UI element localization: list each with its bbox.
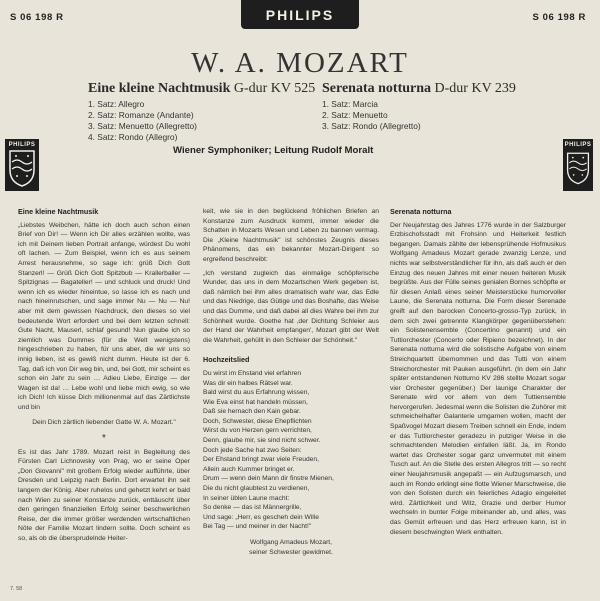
logo-text: PHILIPS <box>8 142 36 148</box>
paragraph: Es ist das Jahr 1789. Mozart reist in Begleitung des Fürsten Carl Lichnowsky von Prag, wo er seine Oper „Don Giovanni" mit großem Erfolg wieder aufführte, über Dresden und Leipzig nach Berlin. Dort erwartet ihn seit langem der König. Aber ruhelos und gehetzt kehrt er bald nach Wien zu seiner Konstanze zurück, enttäuscht über den geringen finanziellen Erfolg seiner beschwerlichen Reise, der die immer größer werdenden wirtschaftlichen Nöte der Familie Mozart lindern sollte. Doch scheint es so, als ob die übersprudelnde Heiter- <box>18 448 190 542</box>
letter-signature: Dein Dich zärtlich liebender Gatte W. A. Mozart." <box>32 419 176 427</box>
liner-notes-column-1 <box>18 207 190 548</box>
movement-item: 1. Satz: Marcia <box>322 99 378 109</box>
philips-shield-icon <box>565 148 591 188</box>
philips-shield-icon <box>7 148 37 188</box>
work-title: Eine kleine Nachtmusik <box>88 81 231 96</box>
movement-item: 2. Satz: Menuetto <box>322 110 388 120</box>
section-heading: Hochzeitslied <box>203 355 250 365</box>
print-stamp: 7. 58 <box>10 586 23 592</box>
section-heading: Serenata notturna <box>390 207 452 216</box>
catalog-number-left: S 06 198 R <box>10 12 64 23</box>
poem <box>203 369 379 532</box>
movement-item: 3. Satz: Menuetto (Allegretto) <box>88 121 197 131</box>
work-title: Serenata notturna <box>322 81 432 96</box>
work-eine-kleine-nachtmusik <box>88 81 315 143</box>
philips-shield-logo-left <box>5 139 39 191</box>
poem-line: Drum — wenn dein Mann dir finstre Mienen, <box>203 475 334 483</box>
section-divider: * <box>102 433 106 445</box>
section-heading: Eine kleine Nachtmusik <box>18 207 99 216</box>
work-key: G-dur KV 525 <box>233 81 316 96</box>
poem-line: Wie Eva einst hat handeln müssen, <box>203 398 308 406</box>
paragraph: keit, wie sie in den beglückend fröhlichen Briefen an Konstanze zum Ausdruck kommt, immer wieder die Schatten in Mozarts Wesen und Leben zu bannen vermag. Die „Kleine Nachtmusik" ist schönstes Zeugnis dieses Phänomens, das ein bekannter Mozart-Dirigent so ergreifend beschreibt: <box>203 208 379 263</box>
poem-line: Der Ehstand bringt zwar viele Freuden, <box>203 456 319 464</box>
work-serenata-notturna <box>322 81 516 132</box>
movement-item: 3. Satz: Rondo (Allegretto) <box>322 121 421 131</box>
poem-line: Doch jede Sache hat zwo Seiten: <box>203 446 302 454</box>
poem-line: Die du nicht glaubtest zu verdienen, <box>203 485 310 493</box>
movement-list <box>88 99 315 143</box>
quote-paragraph: „Ich verstand zugleich das einmalige schöpferische Wunder, das uns in dem Mozartschen Werk gegeben ist, daß nämlich bei ihm alles dramatisch wahr war, das Edle und das Niedrige, das Gütige und das Boshafte, das Weise und das Dumme, und daß dabei all dies Wahre bei ihm zur Schönheit wurde. Goethe hat ‚der Dichtung Schleier aus der Hand der Wahrheit empfangen', Mozart gibt der Welt die Wahrheit, gehüllt in den Schleier der Schönheit." <box>203 269 379 344</box>
paragraph: Der Neujahrstag des Jahres 1776 wurde in der Salzburger Erzbischofsstadt mit Frohsinn und Heiterkeit festlich begangen. Damals zählte der lebensprühende Hofmusikus Wolfgang Amadeus Mozart gerade zwanzig Lenze, und nichts war selbstverständlicher für ihn, als daß auch er den Einzug des neuen Jahres mit einer neuen heiteren Musik begrüßte. Aus der Fülle seines genialen Bornes schöpfte er für diesen Anlaß eines seiner Meisterstücke humorvoller Laune, die Serenata notturna. Die Form dieser Serenade greift auf den barocken Concerto-grosso-Typ zurück, in dem sich zwei getrennte Klangkörper gegenüberstehen: ein Solistenensemble (Concertino genannt) und ein Tuttiorchester (Concerto oder Ripieno bezeichnet). In der Serenata notturna wird die solistische Aufgabe von einem Streichquartett übernommen und das Tutti von einem Streichorchester mit Pauken ausgeführt. (In dem ein Jahr später entstandenen Notturno KV 286 stellte Mozart sogar vier Orchester gegenüber.) Der launige Charakter der Serenate wird vor allem von dem Tuttiensemble hervorgerufen. Jedesmal wenn die Solisten die Zuhörer mit schmeichelhafter Galanterie umgarnen wollen, macht der Spaßvogel Mozart diesem Treiben schnell ein Ende, indem er das Tuttiorchester geradezu in putziger Weise in die schmachtenden Melodien einfallen läßt. Ja, im Rondo wartet das Orchester sogar ganz unvermutet mit einem Tusch auf. An die Stelle des ersten Allegros tritt — so recht einer Neujahrsmusik angepaßt — ein Aufzugsmarsch, und auch im Rondo erklingt eine flotte Wiener Marschweise, die von den Solisten durch ein feierliches Adagio eingeleitet wird. Zärtlichkeit und Witz, Grazie und derber Humor wechseln in bunter Folge miteinander ab, und alles, was das Gemüt erfreuen und das Herz erfreuen kann, ist in diesem beschwingten Werk enthalten. <box>390 221 566 536</box>
poem-line: Und sage: „Herr, es gescheh dein Wille <box>203 513 319 521</box>
composer-title: W. A. MOZART <box>191 47 409 79</box>
poem-line: Daß sie hernach den Kain gebar. <box>203 408 301 416</box>
poem-line: So denke — das ist Männergrille, <box>203 504 302 512</box>
poem-line: Denn, glaube mir, sie sind nicht schwer. <box>203 437 321 445</box>
movement-item: 4. Satz: Rondo (Allegro) <box>88 132 178 142</box>
poem-line: Bei Tag — und meiner in der Nacht!" <box>203 523 312 531</box>
letter-text: „Liebstes Weibchen, hätte ich doch auch schon einen Brief von Dir! — Wenn ich Dir alles erzählen wollte, was ich mit Deinem lieben Portrait anfange, würdest Du wohl oft lachen. — Zum Beispiel, wenn ich es aus seinem Arrest herausnehme, so sage ich: grüß Dich Gott Stanzerl! — Grüß Dich Gott Spitzbub — Krallerballer — Spitzignas — Bagateller! — und schluck und druck! Und wenn ich es wieder hineintue, so lasse ich es nach und nach hineinrutschen, und sage immer Nu — Nu — Nu! aber mit dem gewissen Nachdruck, den dieses so viel bedeutende Wort erfordert und bei dem letzten schnell: Gute Nacht, Mauserl, schlaf gesund! Nun glaube ich so ziemlich was Dummes (für die Welt wenigstens) hingeschrieben zu haben, für uns aber, die wir uns so innig lieben, ist es gewiß nicht dumm. Heute ist der 6. Tag, daß ich von Dir weg bin, und, bei Gott, mir scheint es schon ein Jahr zu sein … Adieu Liebe, Einzige — der Wagen ist da! … Lebe wohl und liebe mich ewig, so wie ich Dich! Ich küsse Dich millionenmal auf das Zärtlichste und bin <box>18 221 190 411</box>
work-key: D-dur KV 239 <box>434 81 516 96</box>
poem-attribution <box>203 538 379 557</box>
poem-line: In seiner üblen Laune macht: <box>203 494 290 502</box>
catalog-number-right: S 06 198 R <box>532 12 586 23</box>
poem-author: Wolfgang Amadeus Mozart, <box>249 539 333 546</box>
poem-line: Du wirst im Ehstand viel erfahren <box>203 369 302 377</box>
movement-item: 1. Satz: Allegro <box>88 99 145 109</box>
philips-label-banner <box>241 0 359 29</box>
poem-line: Doch, Schwester, diese Ehepflichten <box>203 417 312 425</box>
liner-notes-column-2 <box>203 207 379 557</box>
label-name: PHILIPS <box>265 6 335 23</box>
performers: Wiener Symphoniker; Leitung Rudolf Moralt <box>173 145 374 156</box>
movement-list <box>322 99 516 132</box>
poem-line: Was dir ein halbes Rätsel war. <box>203 379 293 387</box>
poem-line: Allein auch Kummer bringet er. <box>203 465 295 473</box>
poem-dedication: seiner Schwester gewidmet. <box>249 548 333 556</box>
poem-line: Bald wirst du aus Erfahrung wissen, <box>203 389 310 397</box>
logo-text: PHILIPS <box>564 142 592 148</box>
philips-shield-logo-right <box>563 139 593 191</box>
movement-item: 2. Satz: Romanze (Andante) <box>88 110 194 120</box>
liner-notes-column-3 <box>390 207 566 541</box>
poem-line: Wirst du von Herzen gern verrichten, <box>203 427 312 435</box>
